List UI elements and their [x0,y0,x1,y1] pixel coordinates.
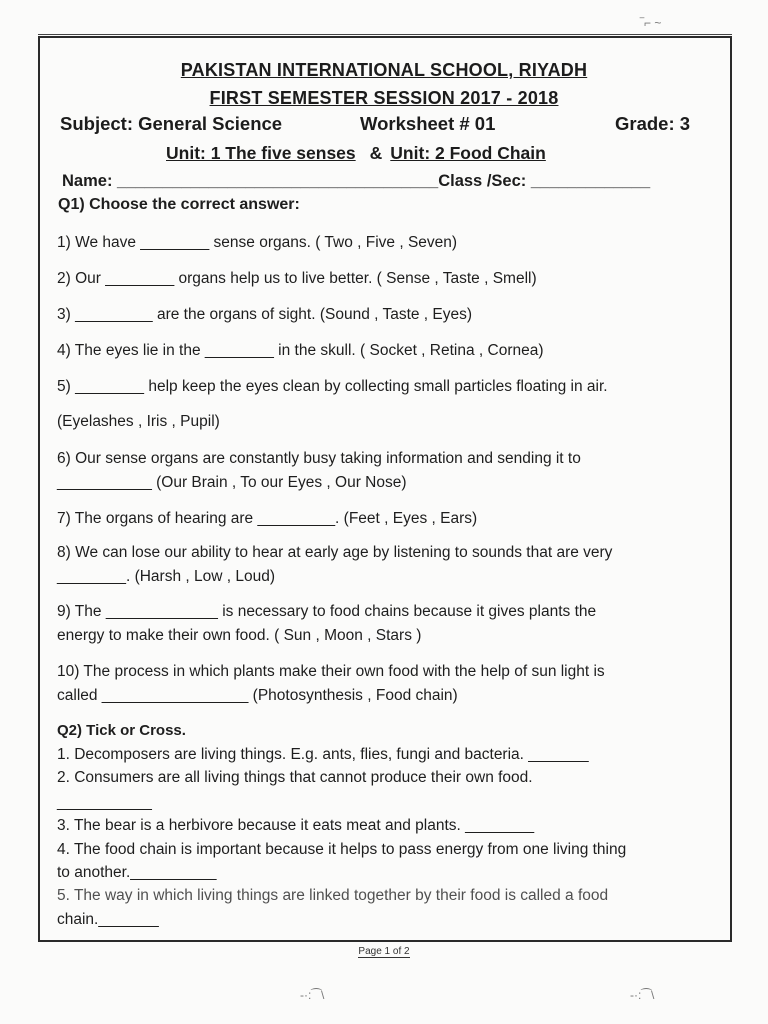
grade-label: Grade: 3 [615,113,691,134]
q1-line: 6) Our sense organs are constantly busy taking information and sending it to [57,450,581,467]
q1-line: 4) The eyes lie in the ________ in the skull. ( Socket , Retina , Cornea) [57,342,544,359]
units-line [166,143,546,164]
q1-line: 8) We can lose our ability to hear at early age by listening to sounds that are very [57,544,613,561]
q1-line: 7) The organs of hearing are _________. (Feet , Eyes , Ears) [57,510,478,527]
q2-line: 5. The way in which living things are linked together by their food is called a food [57,887,609,904]
session-title: FIRST SEMESTER SESSION 2017 - 2018 [209,88,559,108]
scan-mark: -·:⁀\ [630,988,655,1002]
frame-top-line [38,34,732,35]
q2-title: Q2) Tick or Cross. [57,722,186,739]
scan-mark: -·:⁀\ [300,988,325,1002]
name-field[interactable]: Name: ___________________________________ [62,172,439,190]
units-ampersand: & [369,143,383,163]
q1-line: 10) The process in which plants make their own food with the help of sun light is [57,663,605,680]
q1-line: 9) The _____________ is necessary to food chains because it gives plants the [57,603,597,620]
q1-line: 5) ________ help keep the eyes clean by collecting small particles floating in air. [57,378,608,395]
page-number [0,946,768,957]
q1-line: (Eyelashes , Iris , Pupil) [57,413,220,430]
name-class-row [62,172,702,194]
q1-title: Q1) Choose the correct answer: [58,196,300,213]
unit-one: Unit: 1 The five senses [166,143,356,163]
q2-line: 3. The bear is a herbivore because it eats meat and plants. ________ [57,817,535,834]
q2-line: chain._______ [57,911,159,928]
q1-line: energy to make their own food. ( Sun , Moon , Stars ) [57,627,422,644]
q2-line: 2. Consumers are all living things that cannot produce their own food. [57,769,533,786]
class-field[interactable]: Class /Sec: _____________ [438,172,651,190]
q2-line: 1. Decomposers are living things. E.g. ants, flies, fungi and bacteria. _______ [57,746,589,763]
q1-line: ________. (Harsh , Low , Loud) [57,568,275,585]
q1-line: called _________________ (Photosynthesis , Food chain) [57,687,458,704]
q2-line: ___________ [57,794,152,811]
q2-line: 4. The food chain is important because it helps to pass energy from one living thing [57,841,627,858]
q1-line: ___________ (Our Brain , To our Eyes , Our Nose) [57,474,407,491]
worksheet-number: Worksheet # 01 [360,113,496,134]
page-number-text: Page 1 of 2 [358,946,410,957]
subject-label: Subject: General Science [60,113,283,134]
q2-line: to another.__________ [57,864,217,881]
q1-line: 3) _________ are the organs of sight. (Sound , Taste , Eyes) [57,306,473,323]
scan-mark: ‾⌐ ~ [640,16,662,30]
unit-two: Unit: 2 Food Chain [390,143,546,163]
subject-row [60,113,700,139]
school-name: PAKISTAN INTERNATIONAL SCHOOL, RIYADH [180,60,588,80]
q1-line: 1) We have ________ sense organs. ( Two , Five , Seven) [57,234,458,251]
q1-line: 2) Our ________ organs help us to live better. ( Sense , Taste , Smell) [57,270,537,287]
